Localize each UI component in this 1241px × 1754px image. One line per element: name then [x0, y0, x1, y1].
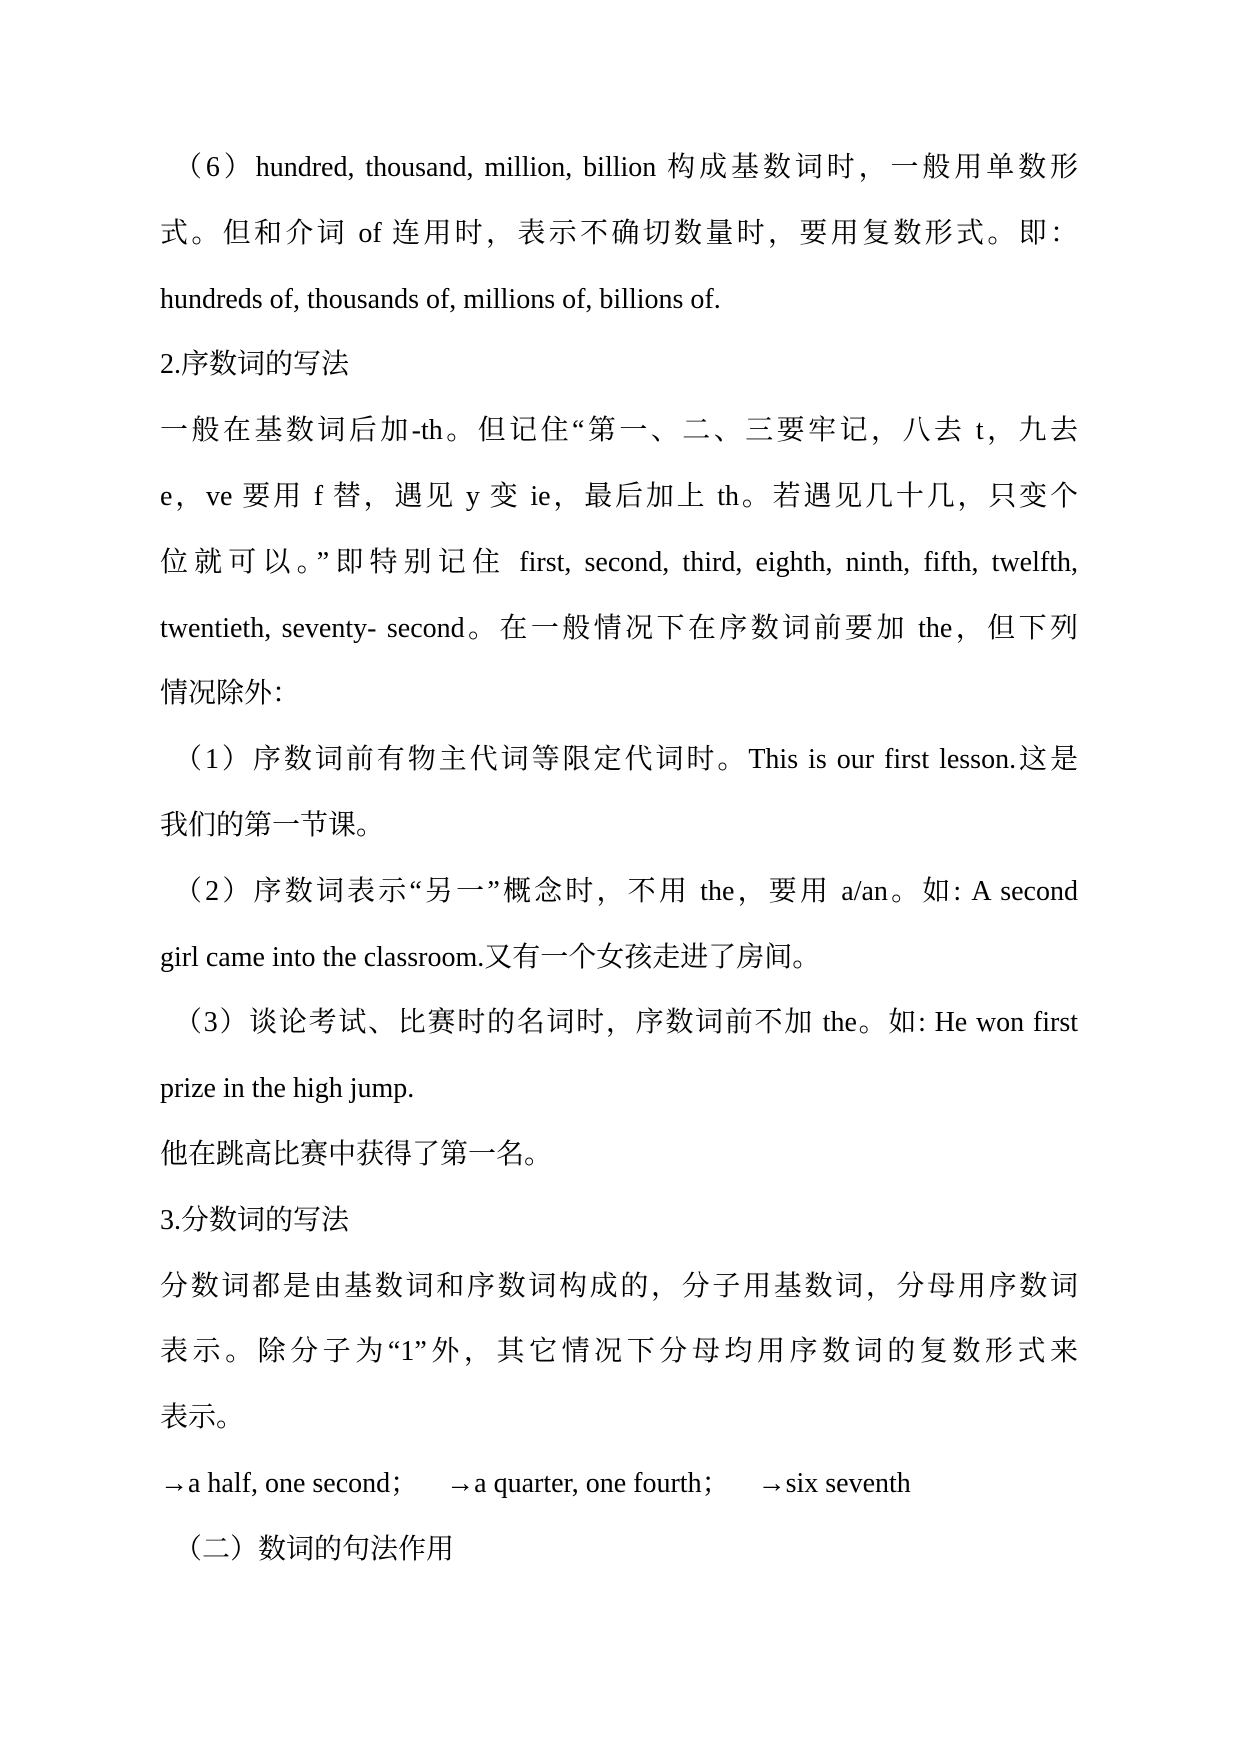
text-line: 一般在基数词后加-th。但记住“第一、二、三要牢记，八去 t，九去	[160, 415, 1078, 447]
text-line: twentieth, seventy- second。在一般情况下在序数词前要加 the，但下列	[160, 612, 1078, 644]
text-line: 3.分数词的写法	[160, 1204, 350, 1236]
text-line: girl came into the classroom.又有一个女孩走进了房间。	[160, 941, 821, 973]
text-line: 位就可以。”即特别记住 first, second, third, eighth, ninth, fifth, twelfth,	[160, 546, 1078, 578]
text-line: 他在跳高比赛中获得了第一名。	[160, 1138, 553, 1170]
text-line: 表示。	[160, 1402, 245, 1434]
text-line: 情况除外：	[160, 678, 301, 710]
text-line: （1）序数词前有物主代词等限定代词时。This is our first lesson.这是	[174, 744, 1078, 776]
text-line: （6）hundred, thousand, million, billion 构成基数词时，一般用单数形	[174, 152, 1078, 183]
document-body	[160, 135, 1078, 1583]
text-line: 2.序数词的写法	[160, 349, 350, 381]
text-line: prize in the high jump.	[160, 1073, 415, 1105]
text-line: 我们的第一节课。	[160, 809, 385, 841]
text-line: （2）序数词表示“另一”概念时，不用 the，要用 a/an。如: A second	[174, 875, 1078, 907]
text-line: hundreds of, thousands of, millions of, billions of.	[160, 283, 721, 315]
text-line-fraction-examples: →a half, one second； →a quarter, one fourth； →six seventh	[160, 1467, 911, 1499]
text-line-section-heading: （二）数词的句法作用	[174, 1533, 455, 1565]
text-line: 表示。除分子为“1”外，其它情况下分母均用序数词的复数形式来	[160, 1336, 1078, 1368]
text-line: （3）谈论考试、比赛时的名词时，序数词前不加 the。如: He won first	[174, 1007, 1078, 1039]
text-line: 式。但和介词 of 连用时，表示不确切数量时，要用复数形式。即：	[160, 217, 1078, 249]
text-line: 分数词都是由基数词和序数词构成的，分子用基数词，分母用序数词	[160, 1270, 1078, 1302]
text-line: e，ve 要用 f 替，遇见 y 变 ie，最后加上 th。若遇见几十几，只变个	[160, 480, 1078, 512]
